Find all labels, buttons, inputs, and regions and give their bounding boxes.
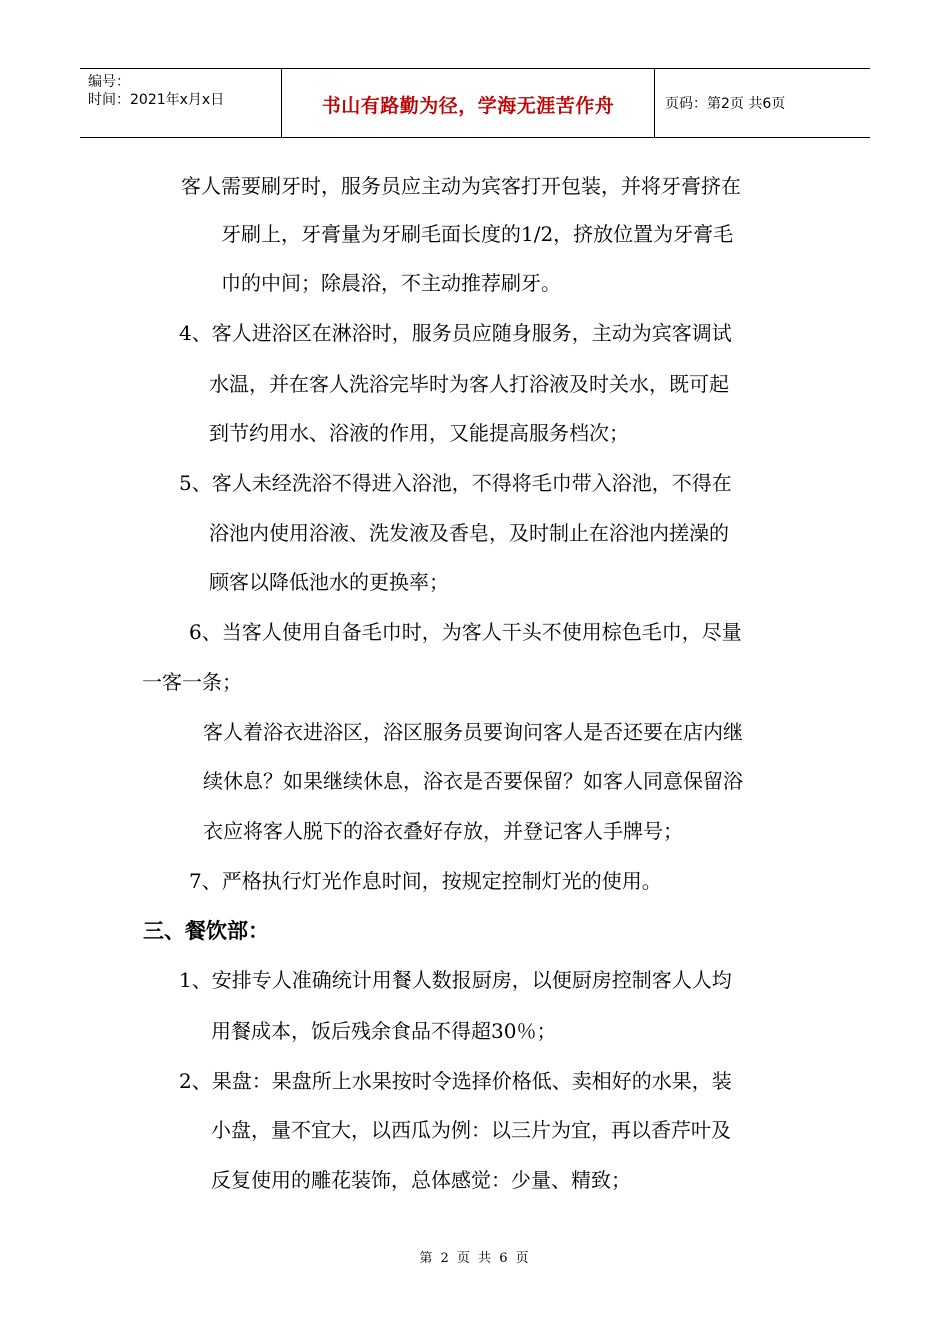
paragraph-line: 6、当客人使用自备毛巾时，为客人干头不使用棕色毛巾，尽量 [189, 620, 742, 644]
header-motto: 书山有路勤为径，学海无涯苦作舟 [321, 95, 615, 117]
header-page-cell [655, 69, 870, 137]
paragraph-line: 2、果盘：果盘所上水果按时令选择价格低、卖相好的水果，装 [179, 1069, 732, 1093]
paragraph-line: 1、安排专人准确统计用餐人数报厨房，以便厨房控制客人人均 [179, 968, 732, 992]
paragraph-line: 5、客人未经洗浴不得进入浴池，不得将毛巾带入浴池，不得在 [179, 471, 732, 495]
paragraph-line: 顾客以降低池水的更换率； [209, 570, 449, 594]
paragraph-line: 续休息？如果继续休息，浴衣是否要保留？如客人同意保留浴 [203, 769, 743, 793]
header-motto-cell [282, 69, 655, 137]
paragraph-line: 浴池内使用浴液、洗发液及香皂，及时制止在浴池内搓澡的 [209, 521, 729, 545]
document-header [80, 68, 870, 138]
paragraph-line: 一客一条； [142, 670, 242, 694]
paragraph-line: 客人需要刷牙时，服务员应主动为宾客打开包装，并将牙膏挤在 [181, 174, 741, 198]
paragraph-line: 水温，并在客人洗浴完毕时为客人打浴液及时关水，既可起 [209, 372, 729, 396]
paragraph-line: 7、严格执行灯光作息时间，按规定控制灯光的使用。 [189, 869, 662, 893]
header-info-cell [80, 69, 282, 137]
document-code-label: 编号： [88, 74, 130, 90]
paragraph-line: 客人着浴衣进浴区，浴区服务员要询问客人是否还要在店内继 [203, 720, 743, 744]
document-time-label: 时间：2021年x月x日 [88, 92, 225, 108]
paragraph-line: 4、客人进浴区在淋浴时，服务员应随身服务，主动为宾客调试 [179, 321, 732, 345]
paragraph-line: 巾的中间；除晨浴，不主动推荐刷牙。 [221, 271, 561, 295]
header-page-info: 页码：第2页 共6页 [665, 96, 786, 112]
paragraph-line: 牙刷上，牙膏量为牙刷毛面长度的1/2，挤放位置为牙膏毛 [221, 222, 734, 246]
section-heading: 三、餐饮部： [143, 918, 269, 943]
page-footer: 第 2 页 共 6 页 [419, 1251, 531, 1266]
paragraph-line: 用餐成本，饭后残余食品不得超30％； [211, 1019, 557, 1043]
paragraph-line: 反复使用的雕花装饰，总体感觉：少量、精致； [211, 1168, 631, 1192]
paragraph-line: 小盘，量不宜大，以西瓜为例：以三片为宜，再以香芹叶及 [211, 1118, 731, 1142]
paragraph-line: 到节约用水、浴液的作用，又能提高服务档次； [209, 421, 629, 445]
paragraph-line: 衣应将客人脱下的浴衣叠好存放，并登记客人手牌号； [203, 819, 683, 843]
